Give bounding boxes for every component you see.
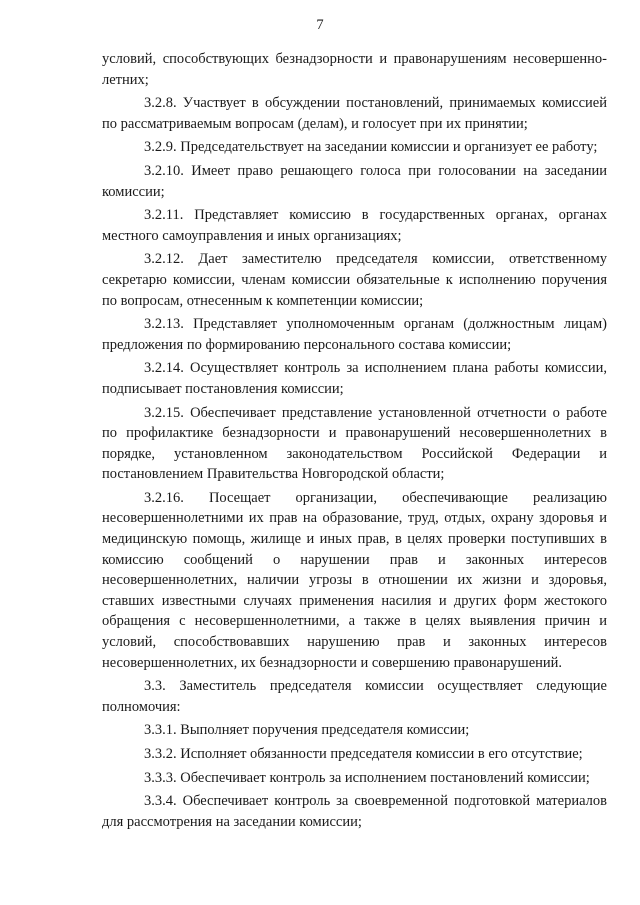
paragraph: 3.2.16. Посещает организации, обеспечивающие реализацию несовершеннолетними их прав на образование, труд, отдых, охрану здоровья и медицинскую помощь, жилище и иных прав, в целях проверки поступивших в комиссию сообщений о нарушении прав и законных интересов несовершеннолетних, наличии угрозы в отношении их жизни и здоровья, ставших известными случаях применения насилия и других форм жестокого обращения с несовершеннолетними, а также в целях выявления причин и условий, способствовавших нарушению прав и законных интересов несовершеннолетних, их безнадзорности и совершению правонарушений. <box>102 489 607 671</box>
document-body <box>102 49 607 835</box>
paragraph: 3.2.11. Представляет комиссию в государственных органах, органах местного самоуправления и иных организациях; <box>102 207 607 244</box>
paragraph: 3.3.4. Обеспечивает контроль за своевременной подготовкой материалов для рассмотрения на заседании комиссии; <box>102 793 607 830</box>
paragraph: 3.3. Заместитель председателя комиссии осуществляет следующие полномочия: <box>102 678 607 715</box>
paragraph: 3.3.3. Обеспечивает контроль за исполнением постановлений комиссии; <box>144 769 590 786</box>
paragraph: 3.2.9. Председательствует на заседании комиссии и организует ее работу; <box>144 139 598 156</box>
paragraph: 3.2.14. Осуществляет контроль за исполнением плана работы комиссии, подписывает постановления комиссии; <box>102 360 607 397</box>
paragraph: 3.2.12. Дает заместителю председателя комиссии, ответственному секретарю комиссии, членам комиссии обязательные к исполнению поручения по вопросам, отнесенным к компетенции комиссии; <box>102 251 607 309</box>
paragraph: 3.2.10. Имеет право решающего голоса при голосовании на заседании комиссии; <box>102 162 607 200</box>
paragraph: условий, способствующих безнадзорности и правонарушениям несовершенно-летних; <box>102 51 607 88</box>
paragraph: 3.2.13. Представляет уполномоченным органам (должностным лицам) предложения по формированию персонального состава комиссии; <box>102 316 607 353</box>
paragraph: 3.3.2. Исполняет обязанности председателя комиссии в его отсутствие; <box>144 746 583 762</box>
page-number: 7 <box>316 17 324 33</box>
paragraph: 3.2.8. Участвует в обсуждении постановлений, принимаемых комиссией по рассматриваемым вопросам (делам), и голосует при их принятии; <box>102 95 607 132</box>
paragraph: 3.3.1. Выполняет поручения председателя комиссии; <box>144 722 470 739</box>
paragraph: 3.2.15. Обеспечивает представление установленной отчетности о работе по профилактике безнадзорности и правонарушений несовершеннолетних в порядке, установленном законодательством Российской Федерации и постановлением Правительства Новгородской области; <box>102 404 607 483</box>
